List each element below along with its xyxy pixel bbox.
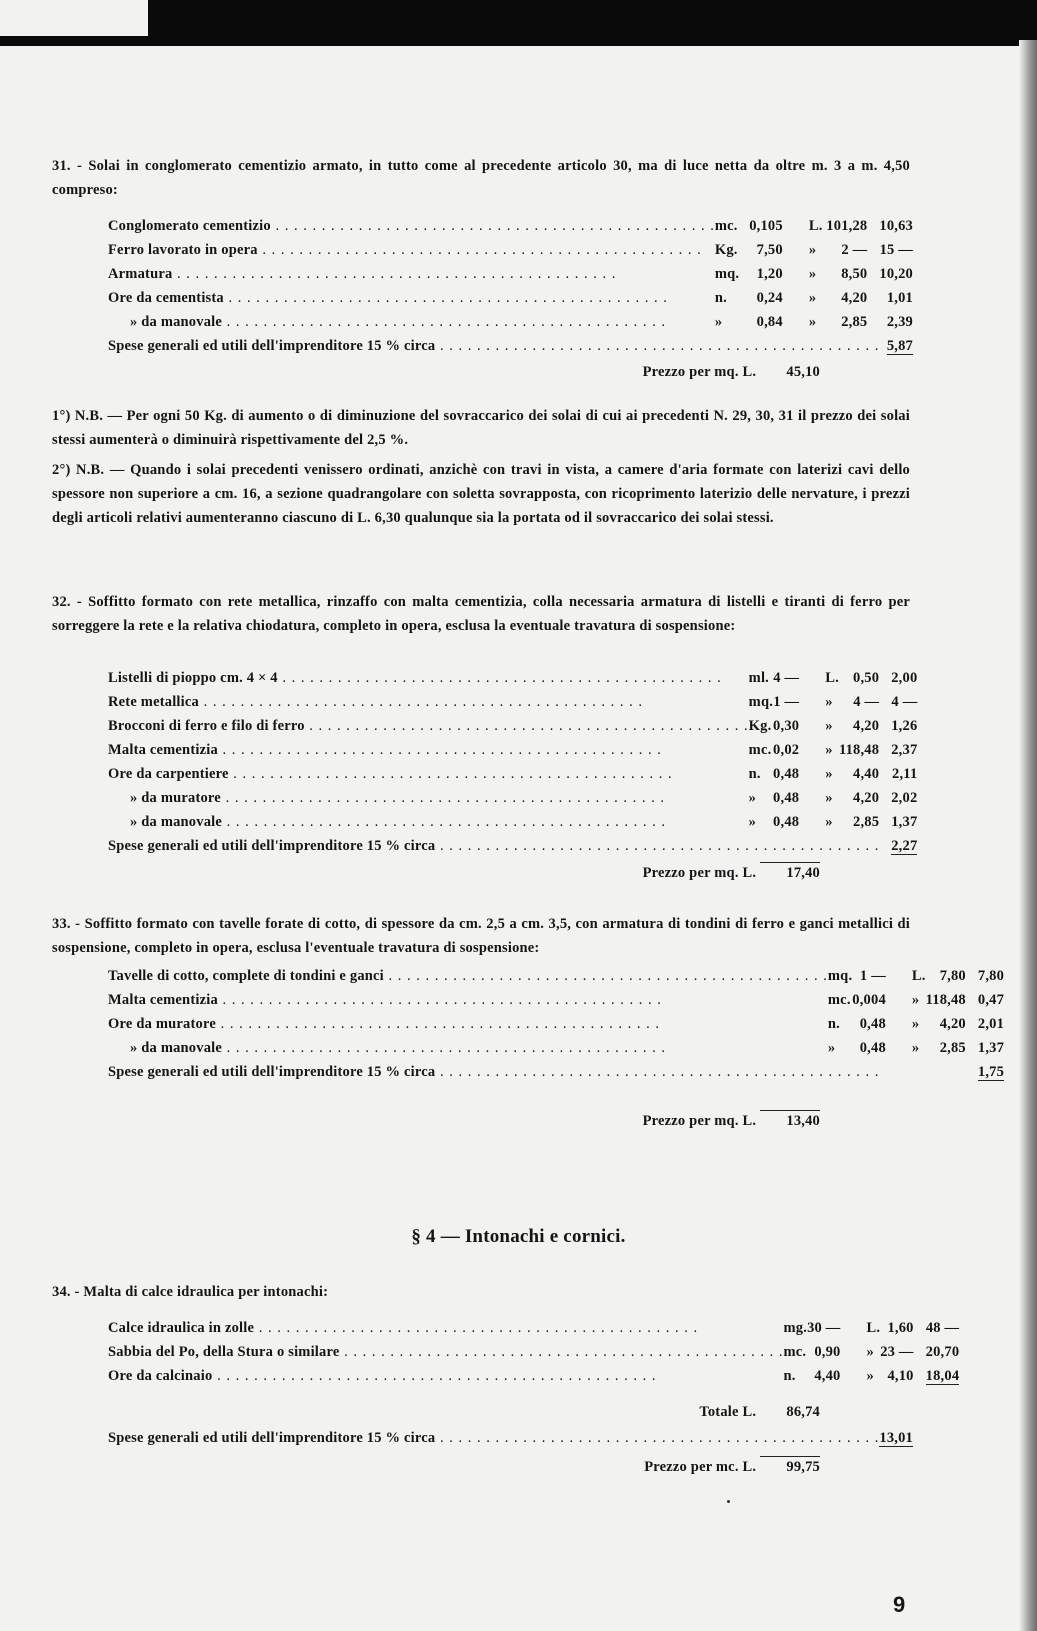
item-total: 2,02 xyxy=(891,789,918,806)
table-row xyxy=(108,810,917,834)
spese-row xyxy=(108,334,913,358)
item-currency: » xyxy=(808,241,817,258)
spese-label: Spese generali ed utili dell'imprenditore 15 % circa . . . xyxy=(108,1430,879,1447)
item-total: 2,00 xyxy=(891,669,918,686)
item-unit: Kg. xyxy=(748,717,772,734)
item-total: 1,37 xyxy=(891,813,918,830)
item-description: Armatura . . . xyxy=(108,266,715,283)
item-quantity: 7,50 xyxy=(756,241,783,258)
table-row xyxy=(108,1036,1004,1060)
spese-value: 2,27 xyxy=(891,837,918,854)
item-description: » da manovale . . . xyxy=(108,814,749,831)
prezzo-label: Prezzo per mq. L. xyxy=(642,1113,757,1129)
prezzo-label: Prezzo per mq. L. xyxy=(642,865,757,881)
item-quantity: 0,004 xyxy=(852,991,886,1008)
item-unit-price: 4,20 xyxy=(853,789,880,806)
item-total: 1,26 xyxy=(891,717,918,734)
item-description: » da muratore . . . xyxy=(108,790,749,807)
article-33-text: 33. - Soffitto formato con tavelle forate di cotto, di spessore da cm. 2,5 a cm. 3,5, con armatura di tondini di ferro e ganci metallici di sospensione, completo in opera, esclusa l'eventuale travatura di sospensione: xyxy=(52,916,910,956)
item-currency: » xyxy=(825,693,833,710)
item-description: Malta cementizia . . . xyxy=(108,742,749,759)
table-row xyxy=(108,1340,959,1364)
item-quantity: 0,105 xyxy=(749,217,783,234)
item-description: Rete metallica . . . xyxy=(108,694,749,711)
table-row xyxy=(108,786,917,810)
item-unit: n. xyxy=(714,289,727,306)
totale-value: 86,74 xyxy=(786,1404,820,1420)
article-34-prezzo xyxy=(560,1456,820,1476)
spese-value: 13,01 xyxy=(879,1429,913,1446)
item-currency: » xyxy=(911,991,920,1008)
prezzo-value: 99,75 xyxy=(760,1456,820,1476)
item-quantity: 1 — xyxy=(773,693,800,710)
item-description: Ferro lavorato in opera . . . xyxy=(108,242,715,259)
item-currency: » xyxy=(825,717,833,734)
spese-label: Spese generali ed utili dell'imprenditore 15 % circa . . . xyxy=(108,838,891,855)
item-unit-price: 4,40 xyxy=(853,765,880,782)
article-34-spese-table xyxy=(108,1426,913,1450)
item-quantity: 0,30 xyxy=(773,717,800,734)
item-currency: » xyxy=(866,1343,874,1360)
item-quantity: 30 — xyxy=(807,1319,841,1336)
item-description: Malta cementizia . . . xyxy=(108,992,828,1009)
item-currency: » xyxy=(808,313,817,330)
item-unit: » xyxy=(714,313,723,330)
item-quantity: 0,48 xyxy=(773,765,800,782)
page-number: 9 xyxy=(893,1592,906,1617)
item-quantity: 0,02 xyxy=(773,741,800,758)
item-unit-price: 101,28 xyxy=(826,217,868,234)
item-quantity: 0,48 xyxy=(859,1039,886,1056)
table-row xyxy=(108,238,913,262)
item-description: Ore da muratore . . . xyxy=(108,1016,828,1033)
item-currency: » xyxy=(825,789,833,806)
item-quantity: 1 — xyxy=(859,967,886,984)
item-total: 15 — xyxy=(879,241,913,258)
item-unit-price: 4,20 xyxy=(939,1015,966,1032)
item-description: Conglomerato cementizio . . . xyxy=(108,218,715,235)
item-currency: » xyxy=(911,1039,920,1056)
article-33-table xyxy=(108,964,1004,1084)
item-total: 7,80 xyxy=(977,967,1005,984)
item-unit-price: 7,80 xyxy=(939,967,966,984)
article-33-prezzo xyxy=(560,1110,820,1130)
item-quantity: 4 — xyxy=(773,669,800,686)
item-unit-price: 118,48 xyxy=(838,741,880,758)
item-unit: n. xyxy=(783,1367,796,1384)
item-description: » da manovale . . . xyxy=(108,1040,828,1057)
item-unit-price: 4,20 xyxy=(841,289,868,306)
article-34-table xyxy=(108,1316,959,1388)
item-quantity: 0,48 xyxy=(859,1015,886,1032)
table-row xyxy=(108,1364,959,1388)
item-unit-price: 8,50 xyxy=(841,265,868,282)
article-31-prezzo xyxy=(560,362,820,381)
item-quantity: 0,24 xyxy=(756,289,783,306)
table-row xyxy=(108,262,913,286)
spese-row xyxy=(108,834,917,858)
table-row xyxy=(108,714,917,738)
item-unit: mc. xyxy=(827,991,851,1008)
item-unit-price: 23 — xyxy=(880,1343,914,1360)
item-total: 10,63 xyxy=(879,217,913,234)
spese-label: Spese generali ed utili dell'imprenditore 15 % circa . . . xyxy=(108,338,879,355)
table-row xyxy=(108,666,917,690)
item-unit: » xyxy=(827,1039,836,1056)
prezzo-value: 45,10 xyxy=(786,364,820,380)
item-quantity: 4,40 xyxy=(814,1367,841,1384)
note-1: 1°) N.B. — Per ogni 50 Kg. di aumento o di diminuzione del sovraccarico dei solai di cui ai precedenti N. 29, 30, 31 il prezzo dei solai stessi aumenterà o diminuirà rispettivamente del 2,5 %. xyxy=(52,408,910,448)
article-34-text: 34. - Malta di calce idraulica per intonachi: xyxy=(52,1284,329,1300)
item-description: Listelli di pioppo cm. 4 × 4 . . . xyxy=(108,670,749,687)
item-unit: » xyxy=(748,789,757,806)
item-unit: mc. xyxy=(714,217,738,234)
item-description: Calce idraulica in zolle . . . xyxy=(108,1320,784,1337)
item-currency: L. xyxy=(825,669,839,686)
item-description: » da manovale . . . xyxy=(108,314,715,331)
item-currency: » xyxy=(808,289,817,306)
item-unit-price: 2 — xyxy=(841,241,868,258)
item-total: 2,39 xyxy=(886,313,913,330)
item-total: 4 — xyxy=(891,693,918,710)
item-total: 2,01 xyxy=(977,1015,1005,1032)
item-unit: mq. xyxy=(827,967,853,984)
article-32-prezzo xyxy=(560,862,820,882)
item-description: Tavelle di cotto, complete di tondini e ganci . . . xyxy=(108,968,828,985)
item-currency: » xyxy=(825,741,833,758)
item-total: 1,01 xyxy=(886,289,913,306)
item-currency: » xyxy=(808,265,817,282)
table-row xyxy=(108,738,917,762)
prezzo-value: 17,40 xyxy=(760,862,820,882)
item-unit-price: 1,60 xyxy=(887,1319,914,1336)
spese-value: 5,87 xyxy=(886,337,913,354)
item-unit: mq. xyxy=(748,693,774,710)
item-quantity: 0,84 xyxy=(756,313,783,330)
item-total: 10,20 xyxy=(879,265,913,282)
item-quantity: 0,90 xyxy=(814,1343,841,1360)
article-31-text: 31. - Solai in conglomerato cementizio armato, in tutto come al precedente articolo 30, ma di luce netta da oltre m. 3 a m. 4,50 compreso: xyxy=(52,158,910,198)
item-unit: n. xyxy=(748,765,761,782)
spese-label: Spese generali ed utili dell'imprenditore 15 % circa . . . xyxy=(108,1064,978,1081)
spese-value: 1,75 xyxy=(977,1063,1005,1080)
item-unit: » xyxy=(748,813,757,830)
item-currency: » xyxy=(911,1015,920,1032)
prezzo-label: Prezzo per mc. L. xyxy=(644,1459,757,1475)
article-32-table xyxy=(108,666,917,858)
item-currency: » xyxy=(825,765,833,782)
prezzo-label: Prezzo per mq. L. xyxy=(642,364,757,380)
item-total: 20,70 xyxy=(925,1343,960,1360)
spese-row xyxy=(108,1426,913,1450)
item-unit: n. xyxy=(827,1015,840,1032)
article-31-table xyxy=(108,214,913,358)
item-unit: Kg. xyxy=(714,241,738,258)
item-unit: mq. xyxy=(714,265,740,282)
item-description: Sabbia del Po, della Stura o similare . . . xyxy=(108,1344,784,1361)
item-description: Ore da calcinaio . . . xyxy=(108,1368,784,1385)
table-row xyxy=(108,1012,1004,1036)
table-row xyxy=(108,1316,959,1340)
item-currency: » xyxy=(866,1367,874,1384)
table-row xyxy=(108,286,913,310)
item-quantity: 1,20 xyxy=(756,265,783,282)
item-currency: » xyxy=(825,813,833,830)
item-currency: L. xyxy=(911,967,926,984)
item-unit-price: 4 — xyxy=(853,693,880,710)
section-title: § 4 — Intonachi e cornici. xyxy=(411,1226,626,1247)
item-description: Brocconi di ferro e filo di ferro . . . xyxy=(108,718,749,735)
table-row xyxy=(108,310,913,334)
item-total: 2,11 xyxy=(892,765,918,782)
item-unit: mc. xyxy=(783,1343,807,1360)
article-32-text: 32. - Soffitto formato con rete metallica, rinzaffo con malta cementizia, colla necessaria armatura di listelli e tiranti di ferro per sorreggere la rete e la relativa chiodatura, completo in opera, esclusa la eventuale travatura di sospensione: xyxy=(52,594,910,634)
item-total: 2,37 xyxy=(891,741,918,758)
item-total: 48 — xyxy=(925,1319,960,1336)
item-unit-price: 2,85 xyxy=(841,313,868,330)
item-quantity: 0,48 xyxy=(773,789,800,806)
prezzo-value: 13,40 xyxy=(760,1110,820,1130)
table-row xyxy=(108,690,917,714)
item-unit-price: 0,50 xyxy=(853,669,880,686)
note-2: 2°) N.B. — Quando i solai precedenti venissero ordinati, anzichè con travi in vista, a camere d'aria formate con laterizi cavi dello spessore non superiore a cm. 16, a sezione quadrangolare con soletta sovrapposta, con ricoprimento laterizio delle nervature, i prezzi degli articoli relativi aumenteranno ciascuno di L. 6,30 qualunque sia la portata od il sovraccarico dei solai stessi. xyxy=(52,462,910,526)
item-total: 0,47 xyxy=(977,991,1005,1008)
item-description: Ore da carpentiere . . . xyxy=(108,766,749,783)
item-description: Ore da cementista . . . xyxy=(108,290,715,307)
table-row xyxy=(108,964,1004,988)
table-row xyxy=(108,214,913,238)
item-unit-price: 118,48 xyxy=(925,991,966,1008)
item-currency: L. xyxy=(866,1319,881,1336)
item-unit-price: 4,20 xyxy=(853,717,880,734)
article-34-totale xyxy=(560,1402,820,1421)
item-unit: mg. xyxy=(783,1319,808,1336)
item-currency: L. xyxy=(808,217,823,234)
scan-speck xyxy=(727,1500,730,1503)
table-row xyxy=(108,988,1004,1012)
item-quantity: 0,48 xyxy=(773,813,800,830)
item-total: 1,37 xyxy=(977,1039,1005,1056)
item-unit-price: 4,10 xyxy=(887,1367,914,1384)
item-unit: ml. xyxy=(748,669,770,686)
totale-label: Totale L. xyxy=(699,1404,757,1420)
spese-row xyxy=(108,1060,1004,1084)
item-total: 18,04 xyxy=(925,1367,960,1384)
item-unit-price: 2,85 xyxy=(939,1039,966,1056)
item-unit: mc. xyxy=(748,741,772,758)
table-row xyxy=(108,762,917,786)
item-unit-price: 2,85 xyxy=(853,813,880,830)
